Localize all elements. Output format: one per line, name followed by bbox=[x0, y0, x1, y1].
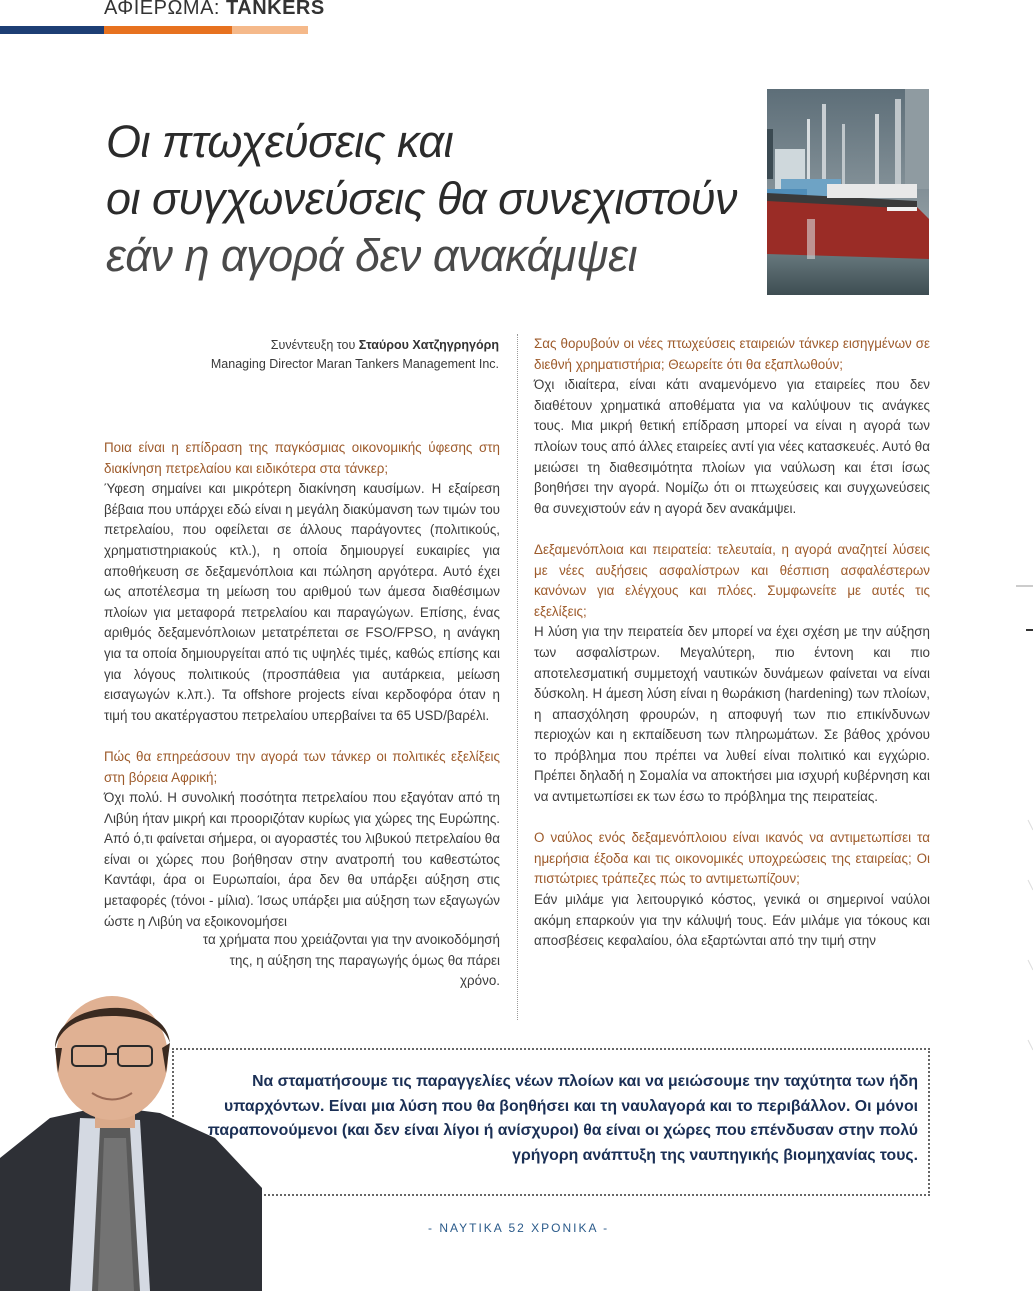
pull-quote-box bbox=[172, 1048, 930, 1196]
tanker-photo bbox=[767, 89, 929, 295]
question: Ο ναύλος ενός δεξαμενόπλοιου είναι ικανός να αντιμετωπίσει τα ημερήσια έξοδα και τις οικονομικές υποχρεώσεις της εταιρείας; Οι πιστώτριες τράπεζες πώς το αντιμετωπίζουν; bbox=[534, 830, 930, 887]
page-edge-marks bbox=[1016, 580, 1033, 1060]
title-line-3: εάν η αγορά δεν ανακάμψει bbox=[106, 230, 637, 281]
answer: Όχι ιδιαίτερα, είναι κάτι αναμενόμενο για εταιρείες που δεν διαθέτουν χρηματικά αποθέματα για να καλύψουν τις ανάγκες τους. Μια μικρή θετική επίδραση μπορεί να είναι η αγορά των πλοίων τους από άλλες εταιρείες αντί για νέες κατασκευές. Αυτό θα μειώσει τη διαθεσιμότητα πλοίων για ναύλωση και έτσι ίσως βοηθήσει την αγορά. Νομίζω ότι οι πτωχεύσεις και συγχωνεύσεις θα συνεχιστούν εάν η αγορά δεν ανακάμψει. bbox=[534, 377, 930, 516]
title-line-2: οι συγχωνεύσεις θα συνεχιστούν bbox=[106, 173, 737, 224]
qa-block bbox=[534, 540, 930, 808]
header-rule-blue bbox=[0, 26, 104, 34]
byline bbox=[150, 336, 499, 374]
answer: Όχι πολύ. Η συνολική ποσότητα πετρελαίου που εξαγόταν από τη Λιβύη ήταν μικρή και προοριζόταν κυρίως για χώρες της Ευρώπης. Από ό,τι φαίνεται σήμερα, οι αγοραστές του λιβυκού πετρελαίου θα είναι οι χώρες που βοήθησαν στην ανατροπή του καθεστώτος Καντάφι, άρα οι Ευρωπαίοι, άρα δεν θα υπάρξει αύξηση στις μεταφορές (τόνοι - μίλια). Ίσως υπάρξει μια αύξηση των εξαγωγών ώστε η Λιβύη να εξοικονομήσει bbox=[104, 790, 500, 929]
answer: Η λύση για την πειρατεία δεν μπορεί να έχει σχέση με την αύξηση των ασφαλίστρων. Μεγαλύτερη, πιο έντονη και πιο αποτελεσματική συμμετοχή ναυτικών δυνάμεων φαίνεται να είναι δύσκολη. Η άμεση λύση είναι η θωράκιση (hardening) των πλοίων, η απασχόληση φρουρών, η αποφυγή των πιο επικίνδυνων περιοχών και η εκπαίδευση των πληρωμάτων. Σε βάθος χρόνου το πρόβλημα που πρέπει να λυθεί είναι πολιτικό και εγχώριο. Πρέπει δηλαδή η Σομαλία να αποκτήσει μια ισχυρή κυβέρνηση και να αντιμετωπίσει εκ των έσω το πρόβλημα της πειρατείας. bbox=[534, 624, 930, 805]
article-title bbox=[106, 113, 766, 284]
section-header bbox=[104, 0, 325, 20]
pull-quote-text: Να σταματήσουμε τις παραγγελίες νέων πλοίων και να μειώσουμε την ταχύτητα των ήδη υπαρχόντων. Είναι μια λύση που θα βοηθήσει και τη ναυλαγορά και το περιβάλλον. Οι μόνοι παραπονούμενοι (και δεν είναι λίγοι ή ανίσχυροι) θα είναι οι χώρες που επένδυσαν στην πολύ γρήγορη ανάπτυξη της ναυπηγικής βιομηχανίας τους. bbox=[207, 1073, 918, 1164]
title-line-1: Οι πτωχεύσεις και bbox=[106, 116, 454, 167]
question: Ποια είναι η επίδραση της παγκόσμιας οικονομικής ύφεσης στη διακίνηση πετρελαίου και ειδικότερα στα τάνκερ; bbox=[104, 440, 500, 476]
qa-block bbox=[534, 334, 930, 519]
byline-prefix: Συνέντευξη του bbox=[270, 338, 359, 352]
interviewee-role: Managing Director Maran Tankers Management Inc. bbox=[210, 357, 499, 371]
column-divider bbox=[517, 334, 518, 1020]
qa-block bbox=[104, 438, 500, 726]
section-label: ΑΦΙΕΡΩΜΑ: bbox=[104, 0, 227, 19]
question: Σας θορυβούν οι νέες πτωχεύσεις εταιρειών τάνκερ εισηγμένων σε διεθνή χρηματιστήρια; Θεωρείτε ότι θα εξαπλωθούν; bbox=[534, 336, 930, 372]
tail-line: της, η αύξηση της παραγωγής όμως θα πάρει bbox=[229, 952, 500, 968]
left-column-tail bbox=[104, 930, 500, 992]
header-rule-light bbox=[232, 26, 308, 34]
qa-block bbox=[534, 828, 930, 952]
right-column bbox=[534, 334, 930, 972]
page-footer: - ΝΑΥΤΙΚΑ 52 ΧΡΟΝΙΚΑ - bbox=[428, 1221, 610, 1235]
byline-interview bbox=[150, 336, 499, 355]
tail-line: χρόνο. bbox=[460, 973, 500, 989]
answer: Ύφεση σημαίνει και μικρότερη διακίνηση καυσίμων. Η εξαίρεση βέβαια που υπάρχει εδώ είναι η μεγάλη διακύμανση των τιμών του πετρελαίου, που οφείλεται σε άλλους παράγοντες (πολιτικούς, χρηματιστηριακούς κτλ.), η οποία δημιουργεί ευκαιρίες για αποθήκευση σε δεξαμενόπλοια και πώληση αργότερα. Αυτό έχει ως αποτέλεσμα τη μείωση του αριθμού των άμεσα διαθέσιμων πλοίων για μεταφορά πετρελαίου και παραγώγων. Επίσης, ένας αριθμός δεξαμενόπλοιων μετατρέπεται σε FSO/FPSO, η ανάγκη για τα οποία δημιουργείται από τις υψηλές τιμές, καθώς επίσης και για λόγους πολιτικούς (προσπάθεια για αυτάρκεια, μείωση εισαγωγών κ.λπ.). Τα offshore projects είναι κερδοφόρα όταν η τιμή του ακατέργαστου πετρελαίου υπερβαίνει τα 65 USD/βαρέλι. bbox=[104, 481, 500, 723]
interviewee-portrait bbox=[0, 988, 262, 1291]
interviewee-name: Σταύρου Χατζηγρηγόρη bbox=[358, 338, 499, 352]
answer: Εάν μιλάμε για λειτουργικό κόστος, γενικά οι σημερινοί ναύλοι ακόμη επαρκούν για την κάλυψή τους. Εάν μιλάμε για τόκους και αποσβέσεις κεφαλαίου, όλα εξαρτώνται από την τιμή στην bbox=[534, 892, 930, 949]
qa-block bbox=[104, 747, 500, 932]
question: Πώς θα επηρεάσουν την αγορά των τάνκερ οι πολιτικές εξελίξεις στη βόρεια Αφρική; bbox=[104, 748, 500, 785]
tail-line: τα χρήματα που χρειάζονται για την ανοικοδόμησή bbox=[202, 932, 500, 947]
section-topic: TANKERS bbox=[226, 0, 325, 19]
header-rule-orange bbox=[104, 26, 232, 34]
left-column bbox=[104, 438, 500, 953]
question: Δεξαμενόπλοια και πειρατεία: τελευταία, η αγορά αναζητεί λύσεις με νέες αυξήσεις ασφαλίστρων και θέσπιση ασφαλέστερων κανόνων για ελέγχους και πλόες. Συμφωνείτε με αυτές τις εξελίξεις; bbox=[534, 541, 930, 619]
tanker-illustration bbox=[767, 89, 929, 295]
